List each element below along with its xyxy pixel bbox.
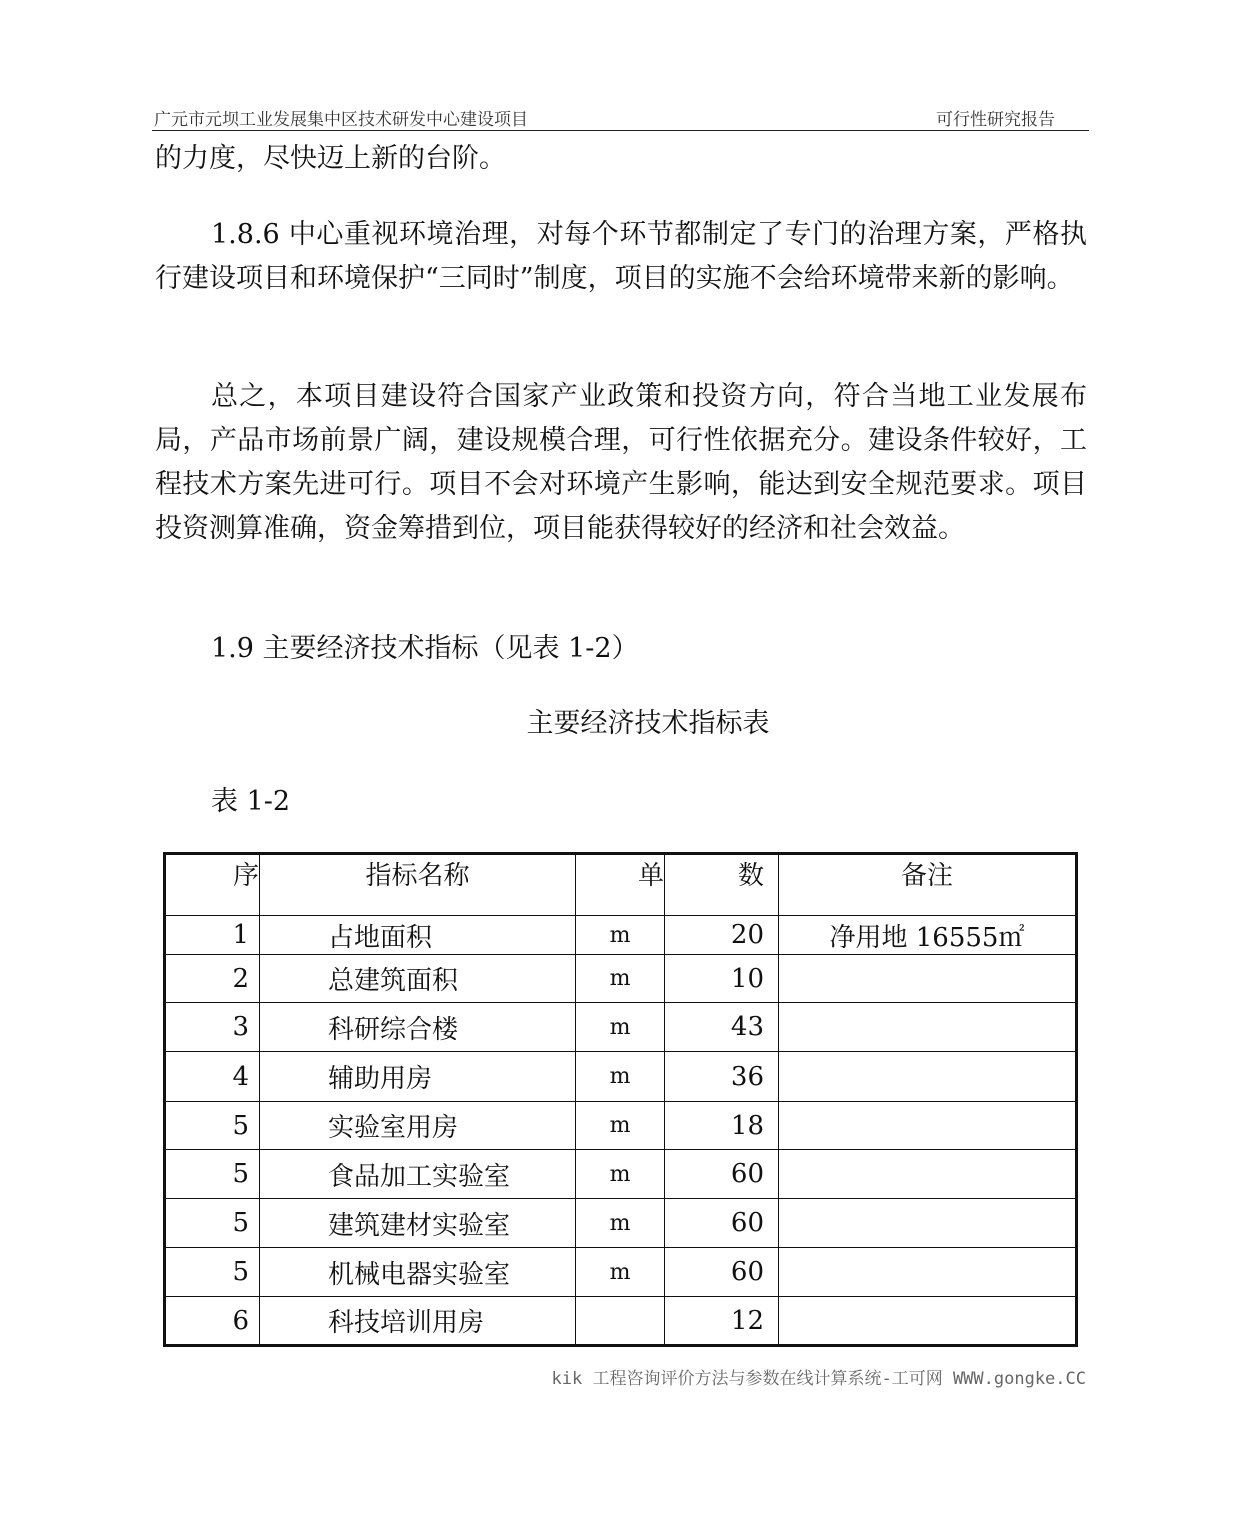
row-quantity: 60 — [665, 1199, 779, 1248]
table-label: 表 1-2 — [211, 786, 291, 817]
table-header-row — [165, 854, 1077, 916]
row-quantity: 10 — [665, 955, 779, 1003]
row-remarks — [779, 1199, 1077, 1248]
section-heading: 1.9 主要经济技术指标（见表 1-2） — [211, 633, 639, 664]
table-row — [165, 1199, 1077, 1248]
row-indicator-name: 占地面积 — [260, 916, 576, 955]
row-indicator-name: 总建筑面积 — [260, 955, 576, 1003]
row-unit: m — [576, 1052, 665, 1102]
row-indicator-name: 机械电器实验室 — [260, 1248, 576, 1297]
header-number: 序 — [165, 854, 260, 916]
paragraph-summary: 总之，本项目建设符合国家产业政策和投资方向，符合当地工业发展布局，产品市场前景广阔，建设规模合理，可行性依据充分。建设条件较好，工程技术方案先进可行。项目不会对环境产生影响，能达到安全规范要求。项目投资测算准确，资金筹措到位，项目能获得较好的经济和社会效益。 — [155, 381, 1087, 544]
row-indicator-name: 科研综合楼 — [260, 1003, 576, 1052]
row-unit: m — [576, 955, 665, 1003]
row-unit: m — [576, 1102, 665, 1150]
row-indicator-name: 科技培训用房 — [260, 1297, 576, 1346]
row-remarks — [779, 1052, 1077, 1102]
footer-watermark: kik 工程咨询评价方法与参数在线计算系统-工可网 WWW.gongke.CC — [551, 1369, 1086, 1389]
row-indicator-name: 辅助用房 — [260, 1052, 576, 1102]
paragraph-continuation: 的力度，尽快迈上新的台阶。 — [155, 143, 506, 174]
table-row — [165, 1052, 1077, 1102]
row-unit — [576, 1297, 665, 1346]
row-quantity: 18 — [665, 1102, 779, 1150]
table-row — [165, 1102, 1077, 1150]
paragraph-environment: 1.8.6 中心重视环境治理，对每个环节都制定了专门的治理方案，严格执行建设项目和环境保护“三同时”制度，项目的实施不会给环境带来新的影响。 — [155, 219, 1087, 294]
row-number: 6 — [165, 1297, 260, 1346]
row-indicator-name: 建筑建材实验室 — [260, 1199, 576, 1248]
row-remarks — [779, 1297, 1077, 1346]
header-report-type: 可行性研究报告 — [936, 110, 1055, 130]
header-quantity: 数 — [665, 854, 779, 916]
row-unit: m — [576, 1003, 665, 1052]
row-remarks — [779, 1102, 1077, 1150]
table-title: 主要经济技术指标表 — [526, 708, 770, 739]
row-number: 3 — [165, 1003, 260, 1052]
table-row — [165, 916, 1077, 955]
row-remarks: 净用地 16555㎡ — [779, 916, 1077, 955]
row-unit: m — [576, 1199, 665, 1248]
header-project-title: 广元市元坝工业发展集中区技术研发中心建设项目 — [154, 110, 528, 130]
row-number: 5 — [165, 1150, 260, 1199]
table-row — [165, 1150, 1077, 1199]
row-number: 1 — [165, 916, 260, 955]
table-row — [165, 955, 1077, 1003]
row-quantity: 60 — [665, 1248, 779, 1297]
row-unit: m — [576, 916, 665, 955]
table-body — [165, 916, 1077, 1346]
row-remarks — [779, 955, 1077, 1003]
table-row — [165, 1003, 1077, 1052]
row-quantity: 60 — [665, 1150, 779, 1199]
row-quantity: 36 — [665, 1052, 779, 1102]
row-unit: m — [576, 1150, 665, 1199]
header-remarks: 备注 — [779, 854, 1077, 916]
row-quantity: 20 — [665, 916, 779, 955]
row-number: 5 — [165, 1199, 260, 1248]
row-number: 5 — [165, 1102, 260, 1150]
row-remarks — [779, 1150, 1077, 1199]
economic-indicators-table — [163, 852, 1078, 1347]
header-unit: 单 — [576, 854, 665, 916]
row-quantity: 43 — [665, 1003, 779, 1052]
table-row — [165, 1248, 1077, 1297]
row-indicator-name: 食品加工实验室 — [260, 1150, 576, 1199]
row-unit: m — [576, 1248, 665, 1297]
table-row — [165, 1297, 1077, 1346]
row-remarks — [779, 1003, 1077, 1052]
row-number: 4 — [165, 1052, 260, 1102]
row-quantity: 12 — [665, 1297, 779, 1346]
row-remarks — [779, 1248, 1077, 1297]
row-number: 5 — [165, 1248, 260, 1297]
header-indicator-name: 指标名称 — [260, 854, 576, 916]
row-number: 2 — [165, 955, 260, 1003]
row-indicator-name: 实验室用房 — [260, 1102, 576, 1150]
page-header — [152, 103, 1089, 131]
